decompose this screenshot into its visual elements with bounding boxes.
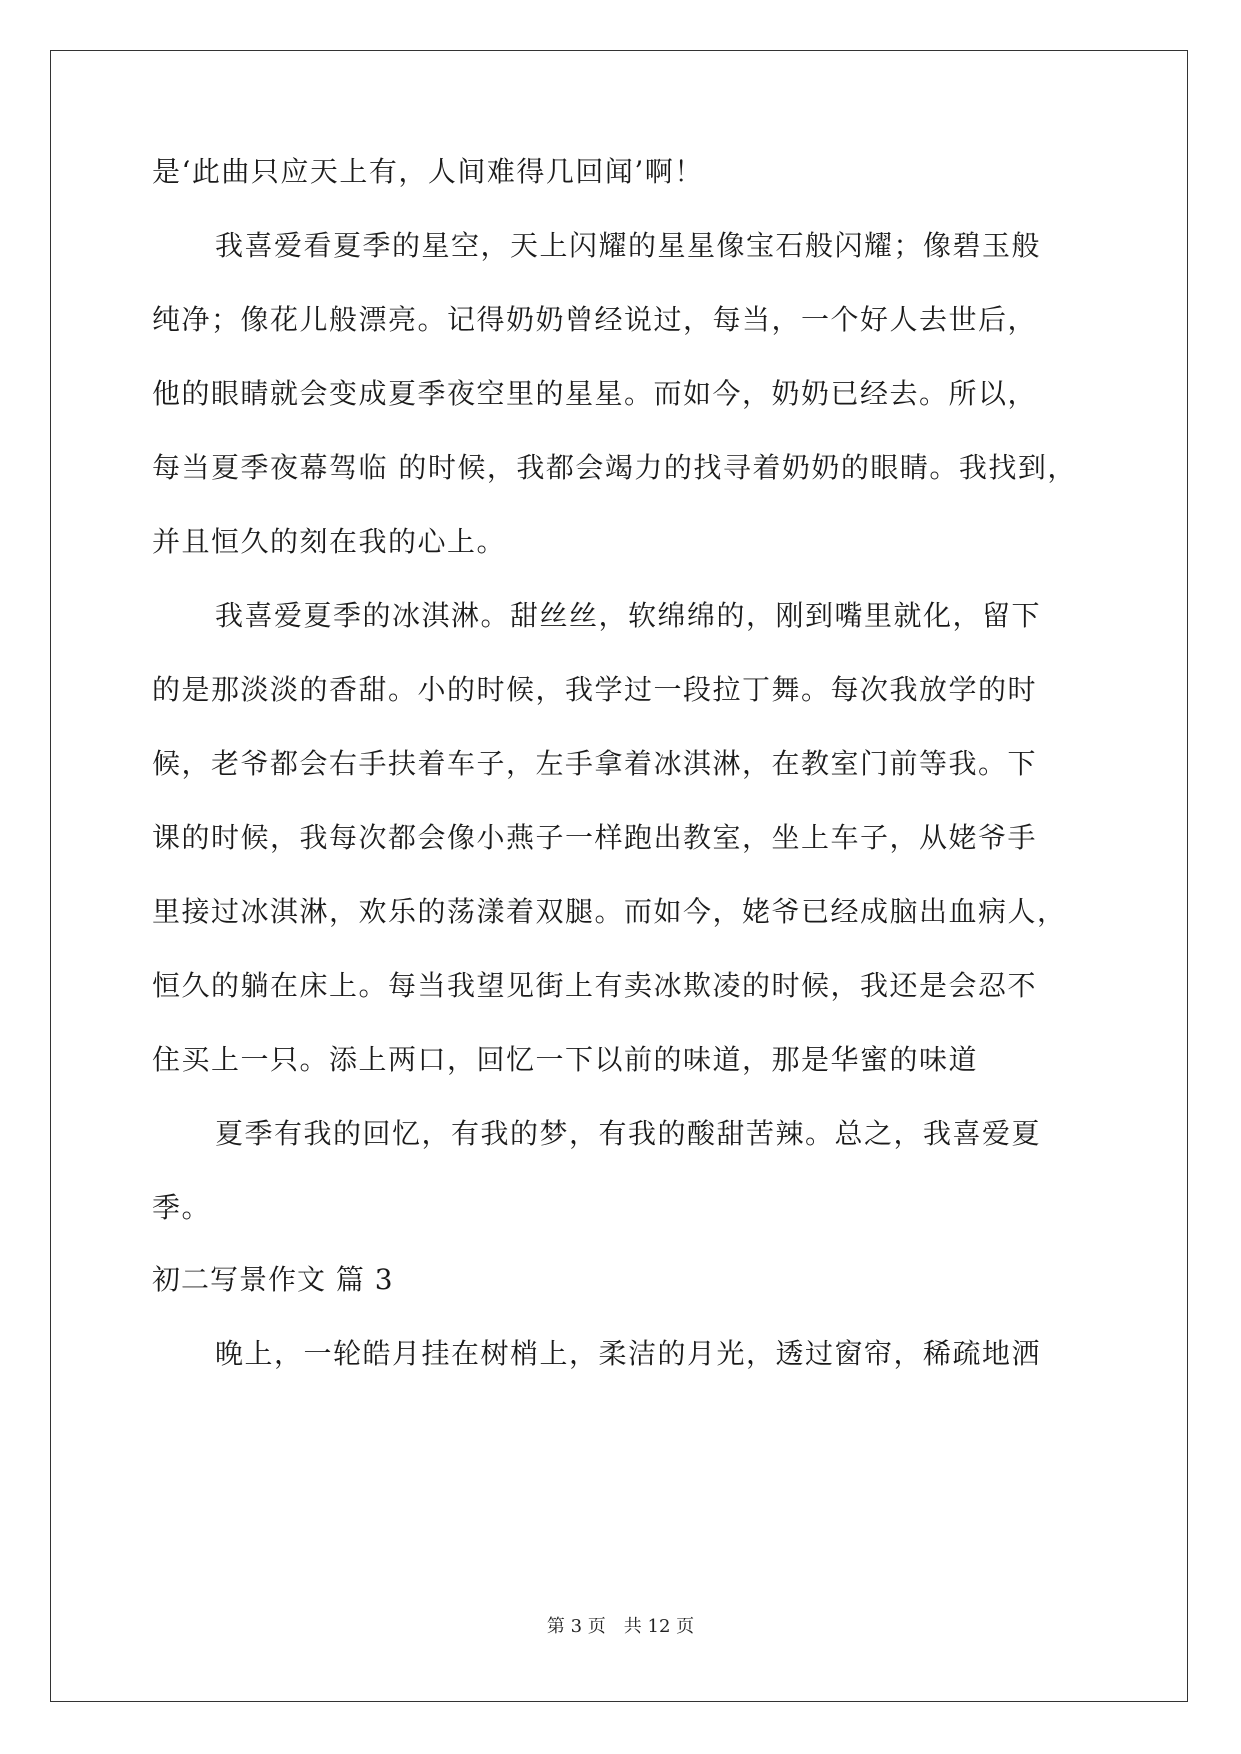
page-footer: 第 3 页 共 12 页 — [546, 1616, 695, 1637]
text-line: 并且恒久的刻在我的心上。 — [152, 525, 507, 558]
text-line: 他的眼睛就会变成夏季夜空里的星星。而如今，奶奶已经去。所以， — [152, 377, 1038, 410]
paragraph-line: 我喜爱夏季的冰淇淋。甜丝丝，软绵绵的，刚到嘴里就化，留下 — [215, 599, 1042, 632]
text-line: 每当夏季夜幕驾临 的时候，我都会竭力的找寻着奶奶的眼睛。我找到， — [152, 451, 1077, 484]
paragraph-line: 晚上，一轮皓月挂在树梢上，柔洁的月光，透过窗帘，稀疏地洒 — [215, 1337, 1042, 1370]
text-line: 恒久的躺在床上。每当我望见街上有卖冰欺凌的时候，我还是会忍不 — [152, 969, 1038, 1002]
text-line: 是‘此曲只应天上有，人间难得几回闻’啊！ — [152, 155, 704, 188]
text-line: 课的时候，我每次都会像小燕子一样跑出教室，坐上车子，从姥爷手 — [152, 821, 1038, 854]
text-line: 季。 — [152, 1191, 212, 1224]
page-border — [50, 50, 1188, 1702]
section-heading: 初二写景作文 篇 3 — [152, 1263, 394, 1296]
text-line: 里接过冰淇淋，欢乐的荡漾着双腿。而如今，姥爷已经成脑出血病人， — [152, 895, 1067, 928]
text-line: 住买上一只。添上两口，回忆一下以前的味道，那是华蜜的味道 — [152, 1043, 979, 1076]
paragraph-line: 我喜爱看夏季的星空，天上闪耀的星星像宝石般闪耀；像碧玉般 — [215, 229, 1042, 262]
text-line: 纯净；像花儿般漂亮。记得奶奶曾经说过，每当，一个好人去世后， — [152, 303, 1038, 336]
text-line: 的是那淡淡的香甜。小的时候，我学过一段拉丁舞。每次我放学的时 — [152, 673, 1038, 706]
paragraph-line: 夏季有我的回忆，有我的梦，有我的酸甜苦辣。总之，我喜爱夏 — [215, 1117, 1042, 1150]
text-line: 候，老爷都会右手扶着车子，左手拿着冰淇淋，在教室门前等我。下 — [152, 747, 1038, 780]
